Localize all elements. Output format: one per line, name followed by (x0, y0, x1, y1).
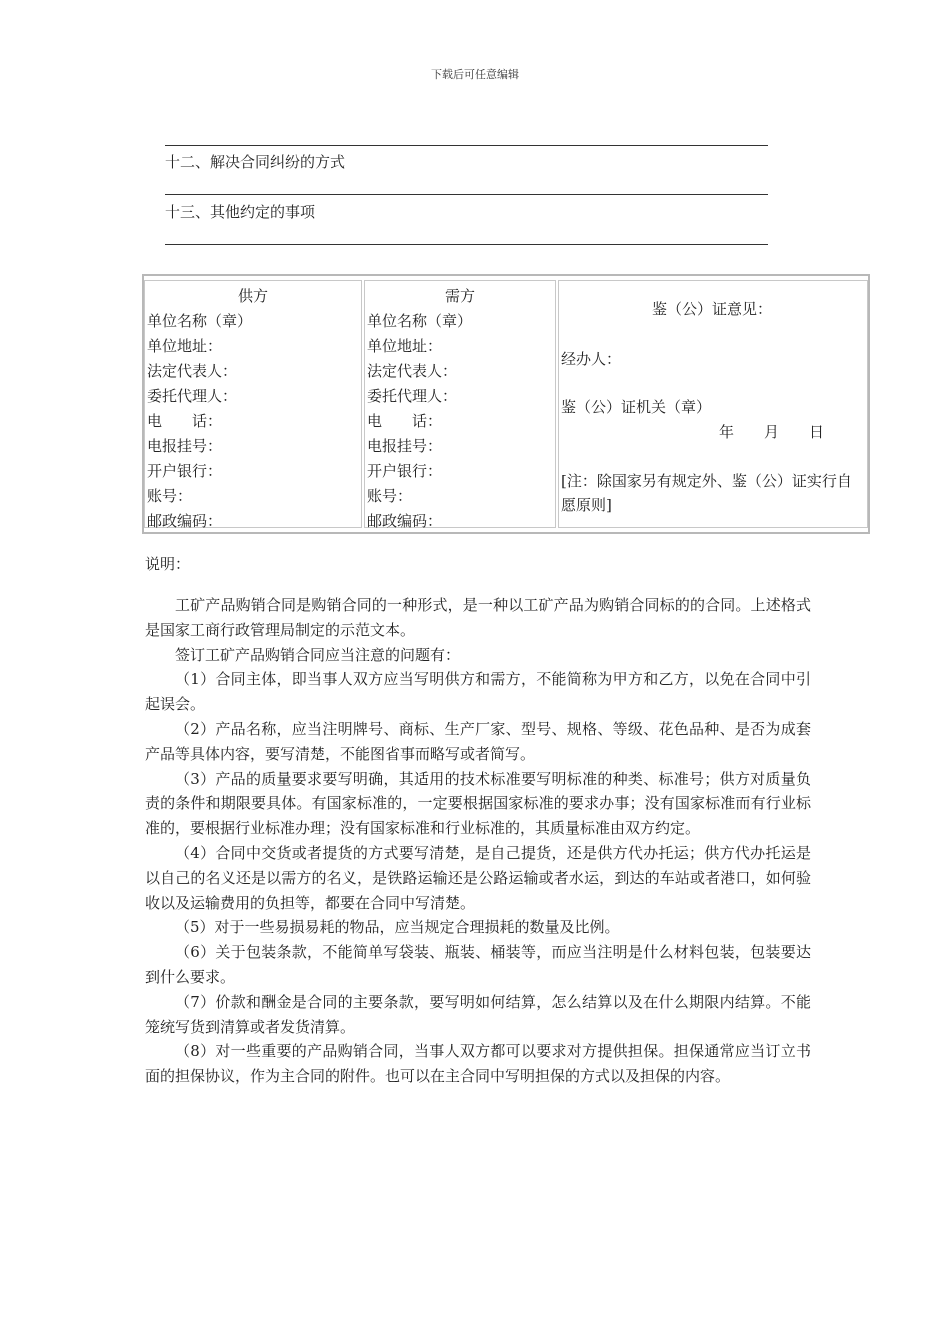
buyer-field: 邮政编码： (367, 512, 443, 530)
paragraph: （7）价款和酬金是合同的主要条款，要写明如何结算，怎么结算以及在什么期限内结算。不能笼统写货到清算或者发货清算。 (145, 992, 811, 1036)
buyer-field: 电报挂号： (367, 437, 443, 455)
buyer-field: 法定代表人： (367, 362, 458, 380)
page-header: 下载后可任意编辑 (431, 68, 519, 81)
supplier-field: 账号： (147, 487, 193, 505)
explanation-body (145, 593, 811, 1089)
notary-cell (558, 280, 868, 528)
supplier-field: 电报挂号： (147, 437, 223, 455)
buyer-field: 开户银行： (367, 462, 443, 480)
paragraph: （1）合同主体，即当事人双方应当写明供方和需方，不能简称为甲方和乙方，以免在合同中引起误会。 (145, 670, 811, 714)
paragraph: （3）产品的质量要求要写明确，其适用的技术标准要写明标准的种类、标准号；供方对质量负责的条件和期限要具体。有国家标准的，一定要根据国家标准的要求办事；没有国家标准而有行业标准的，要根据行业标准办理；没有国家标准和行业标准的，其质量标准由双方约定。 (145, 769, 811, 838)
supplier-field: 电 话： (147, 412, 223, 430)
parties-table (142, 274, 870, 534)
paragraph: （8）对一些重要的产品购销合同，当事人双方都可以要求对方提供担保。担保通常应当订立书面的担保协议，作为主合同的附件。也可以在主合同中写明担保的方式以及担保的内容。 (145, 1042, 811, 1086)
notary-handler: 经办人： (561, 350, 622, 368)
supplier-field: 单位地址： (147, 337, 223, 355)
supplier-title: 供方 (237, 287, 268, 305)
paragraph: （6）关于包装条款，不能简单写袋装、瓶装、桶装等，而应当注明是什么材料包装，包装要达到什么要求。 (145, 943, 811, 986)
paragraph: 工矿产品购销合同是购销合同的一种形式，是一种以工矿产品为购销合同标的的合同。上述格式是国家工商行政管理局制定的示范文本。 (145, 596, 811, 639)
paragraph: （2）产品名称，应当注明牌号、商标、生产厂家、型号、规格、等级、花色品种、是否为成套产品等具体内容，要写清楚，不能图省事而略写或者简写。 (145, 719, 811, 763)
buyer-field: 账号： (367, 487, 413, 505)
section-other-matters: 十三、其他约定的事项 (165, 203, 316, 221)
notary-authority: 鉴（公）证机关（章） (561, 398, 712, 416)
paragraph: 签订工矿产品购销合同应当注意的问题有： (175, 645, 461, 664)
buyer-field: 委托代理人： (367, 387, 458, 405)
underline-rule (165, 244, 768, 245)
supplier-field: 委托代理人： (147, 387, 238, 405)
notary-date: 年 月 日 (719, 423, 825, 441)
supplier-field: 单位名称（章） (147, 312, 253, 330)
notary-note: [注：除国家另有规定外、鉴（公）证实行自愿原则] (561, 472, 852, 514)
buyer-cell (364, 280, 556, 528)
section-dispute-resolution: 十二、解决合同纠纷的方式 (165, 153, 346, 171)
supplier-field: 邮政编码： (147, 512, 223, 530)
notary-opinion: 鉴（公）证意见： (651, 300, 772, 318)
supplier-field: 开户银行： (147, 462, 223, 480)
buyer-field: 单位地址： (367, 337, 443, 355)
explanation-title: 说明： (145, 555, 191, 573)
buyer-title: 需方 (444, 287, 475, 305)
underline-rule (165, 145, 768, 146)
underline-rule (165, 194, 768, 195)
buyer-field: 单位名称（章） (367, 312, 473, 330)
paragraph: （5）对于一些易损易耗的物品，应当规定合理损耗的数量及比例。 (175, 918, 620, 937)
buyer-field: 电 话： (367, 412, 443, 430)
supplier-field: 法定代表人： (147, 362, 238, 380)
paragraph: （4）合同中交货或者提货的方式要写清楚，是自己提货，还是供方代办托运；供方代办托运是以自己的名义还是以需方的名义，是铁路运输还是公路运输或者水运，到达的车站或者港口，如何验收以及运输费用的负担等，都要在合同中写清楚。 (145, 843, 811, 912)
supplier-cell (144, 280, 362, 528)
